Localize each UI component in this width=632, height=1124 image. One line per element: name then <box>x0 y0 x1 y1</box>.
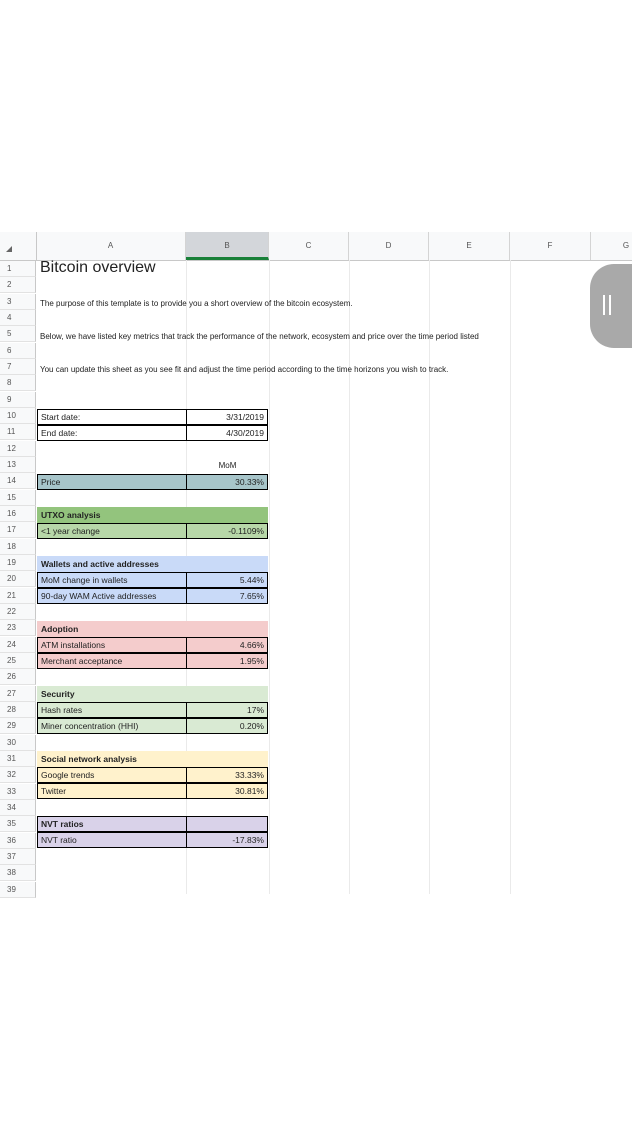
security-row-value[interactable]: 17% <box>186 702 268 718</box>
gridline <box>429 260 430 894</box>
adoption-row-value[interactable]: 4.66% <box>186 637 268 653</box>
start-date-value[interactable]: 3/31/2019 <box>186 409 268 425</box>
row-header-4[interactable]: 4 <box>0 310 36 326</box>
social-row-label[interactable]: Google trends <box>37 767 187 783</box>
row-header-30[interactable]: 30 <box>0 735 36 751</box>
row-header-14[interactable]: 14 <box>0 473 36 489</box>
row-header-20[interactable]: 20 <box>0 571 36 587</box>
row-header-39[interactable]: 39 <box>0 882 36 898</box>
row-header-5[interactable]: 5 <box>0 326 36 342</box>
row-header-1[interactable]: 1 <box>0 261 36 277</box>
social-row-label[interactable]: Twitter <box>37 783 187 799</box>
adoption-row-label[interactable]: ATM installations <box>37 637 187 653</box>
price-value[interactable]: 30.33% <box>186 474 268 490</box>
security-row-label[interactable]: Hash rates <box>37 702 187 718</box>
row-header-9[interactable]: 9 <box>0 392 36 408</box>
sheet-title[interactable]: Bitcoin overview <box>40 259 156 276</box>
row-header-27[interactable]: 27 <box>0 686 36 702</box>
row-header-28[interactable]: 28 <box>0 702 36 718</box>
nvt-row-value[interactable]: -17.83% <box>186 832 268 848</box>
row-header-13[interactable]: 13 <box>0 457 36 473</box>
security-row-value[interactable]: 0.20% <box>186 718 268 734</box>
gridline <box>349 260 350 894</box>
row-header-11[interactable]: 11 <box>0 424 36 440</box>
row-header-34[interactable]: 34 <box>0 800 36 816</box>
nvt-section-title[interactable]: NVT ratios <box>37 816 187 832</box>
intro-text-3[interactable]: You can update this sheet as you see fit and adjust the time period according to the time horizons you wish to track. <box>40 365 449 374</box>
gridline <box>269 260 270 894</box>
select-all-corner[interactable] <box>0 232 37 260</box>
wallets-row-value[interactable]: 7.65% <box>186 588 268 604</box>
start-date-label[interactable]: Start date: <box>37 409 187 425</box>
row-header-8[interactable]: 8 <box>0 375 36 391</box>
row-header-16[interactable]: 16 <box>0 506 36 522</box>
row-header-32[interactable]: 32 <box>0 767 36 783</box>
row-header-26[interactable]: 26 <box>0 669 36 685</box>
mom-header[interactable]: MoM <box>218 461 237 470</box>
handle-grip-icon <box>603 295 605 315</box>
row-header-24[interactable]: 24 <box>0 637 36 653</box>
column-header-c[interactable]: C <box>269 232 349 260</box>
row-header-31[interactable]: 31 <box>0 751 36 767</box>
row-header-6[interactable]: 6 <box>0 343 36 359</box>
adoption-section-title[interactable]: Adoption <box>37 621 268 637</box>
side-panel-handle[interactable] <box>590 264 632 348</box>
row-header-15[interactable]: 15 <box>0 490 36 506</box>
wallets-row-label[interactable]: 90-day WAM Active addresses <box>37 588 187 604</box>
column-header-e[interactable]: E <box>429 232 510 260</box>
nvt-title-blank-cell[interactable] <box>186 816 268 832</box>
row-header-22[interactable]: 22 <box>0 604 36 620</box>
row-header-23[interactable]: 23 <box>0 620 36 636</box>
wallets-row-value[interactable]: 5.44% <box>186 572 268 588</box>
end-date-value[interactable]: 4/30/2019 <box>186 425 268 441</box>
end-date-label[interactable]: End date: <box>37 425 187 441</box>
adoption-row-value[interactable]: 1.95% <box>186 653 268 669</box>
row-header-7[interactable]: 7 <box>0 359 36 375</box>
row-header-17[interactable]: 17 <box>0 522 36 538</box>
intro-text-1[interactable]: The purpose of this template is to provide you a short overview of the bitcoin ecosystem. <box>40 299 353 308</box>
row-header-37[interactable]: 37 <box>0 849 36 865</box>
wallets-section-title[interactable]: Wallets and active addresses <box>37 556 268 572</box>
row-header-10[interactable]: 10 <box>0 408 36 424</box>
security-row-label[interactable]: Miner concentration (HHI) <box>37 718 187 734</box>
column-header-g[interactable]: G <box>622 241 630 250</box>
row-header-25[interactable]: 25 <box>0 653 36 669</box>
row-header-12[interactable]: 12 <box>0 441 36 457</box>
row-header-3[interactable]: 3 <box>0 294 36 310</box>
row-header-33[interactable]: 33 <box>0 784 36 800</box>
wallets-row-label[interactable]: MoM change in wallets <box>37 572 187 588</box>
utxo-section-title[interactable]: UTXO analysis <box>37 507 268 523</box>
social-section-title[interactable]: Social network analysis <box>37 751 268 767</box>
row-header-21[interactable]: 21 <box>0 588 36 604</box>
intro-text-2[interactable]: Below, we have listed key metrics that track the performance of the network, ecosystem and price over the time period listed <box>40 332 479 341</box>
row-header-2[interactable]: 2 <box>0 277 36 293</box>
column-header-d[interactable]: D <box>349 232 429 260</box>
row-header-29[interactable]: 29 <box>0 718 36 734</box>
column-header-row <box>0 232 632 261</box>
utxo-row-value[interactable]: -0.1109% <box>186 523 268 539</box>
nvt-row-label[interactable]: NVT ratio <box>37 832 187 848</box>
row-header-35[interactable]: 35 <box>0 816 36 832</box>
row-header-18[interactable]: 18 <box>0 539 36 555</box>
handle-grip-icon <box>609 295 611 315</box>
row-header-36[interactable]: 36 <box>0 833 36 849</box>
adoption-row-label[interactable]: Merchant acceptance <box>37 653 187 669</box>
price-label[interactable]: Price <box>37 474 187 490</box>
row-header-19[interactable]: 19 <box>0 555 36 571</box>
gridline <box>510 260 511 894</box>
social-row-value[interactable]: 30.81% <box>186 783 268 799</box>
utxo-row-label[interactable]: <1 year change <box>37 523 187 539</box>
security-section-title[interactable]: Security <box>37 686 268 702</box>
column-header-b[interactable]: B <box>186 232 269 260</box>
row-header-38[interactable]: 38 <box>0 865 36 881</box>
column-header-a[interactable]: A <box>36 232 186 260</box>
social-row-value[interactable]: 33.33% <box>186 767 268 783</box>
select-all-triangle-icon <box>6 246 12 252</box>
column-header-f[interactable]: F <box>510 232 591 260</box>
